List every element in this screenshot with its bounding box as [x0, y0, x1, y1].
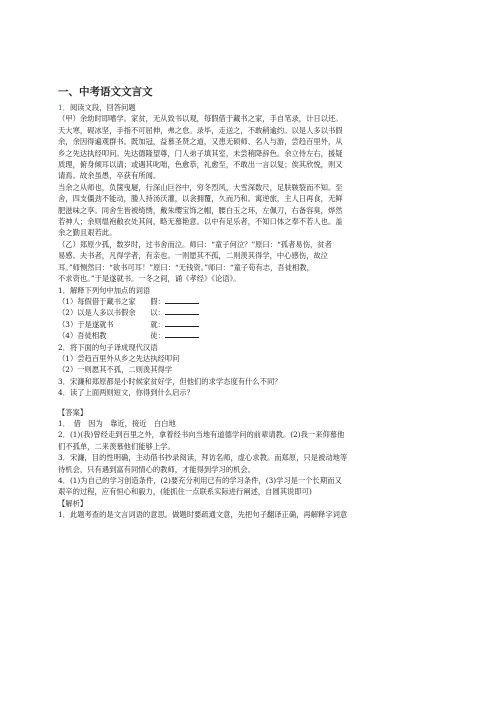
- vocab-sentence: （3）于是遂就书: [58, 319, 114, 329]
- vocab-label: 以：: [150, 308, 165, 318]
- passage-b: [58, 239, 438, 285]
- answer-line: 艰辛的过程，应有恒心和毅力，(能抓住一点联系实际进行阐述，自圆其说即可): [58, 487, 312, 497]
- passage-line: 请焉。故余虽愚，卒获有所闻。: [58, 171, 161, 181]
- answers: [58, 418, 438, 498]
- vocab-item: [58, 330, 438, 341]
- answer-blank[interactable]: [165, 296, 199, 304]
- vocab-item: [58, 296, 438, 307]
- passage-line: 余之勤且艰若此。: [58, 228, 117, 238]
- question-3: 3．宋濂和郑原都是小时候家贫好学，但他们的求学态度有什么不同？: [58, 376, 282, 386]
- vocab-label: 就：: [150, 319, 165, 329]
- translate-item: （1）尝趋百里外从乡之先达执经叩问: [58, 353, 180, 363]
- passage-line: （甲）余幼时即嗜学。家贫，无从致书以观，每假借于藏书之家，手自笔录，计日以还。: [58, 114, 343, 124]
- passage-line: 不求资也。”于是遂就书。一冬之间，诵《孝经》《论语》。: [58, 274, 241, 284]
- vocab-sentence: （2）以是人多以书假余: [58, 308, 136, 318]
- passage-line: 肥滋味之享。同舍生皆被绮绣，戴朱缨宝饰之帽，腰白玉之环，左佩刀，右备容臭，烨然: [58, 205, 343, 215]
- answer-line: 4．(1)为自己的学习创造条件，(2)要充分利用已有的学习条件，(3)学习是一个长期而又: [58, 476, 342, 485]
- passage-line: 余，余因得遍观群书。既加冠，益慕圣贤之道，又患无硕师、名人与游，尝趋百里外，从: [58, 137, 343, 147]
- question-intro-text: 阅读文段，回答问题: [69, 103, 136, 112]
- answer-line: 3．宋濂，目的性明确，主动借书抄录阅读，拜访名师，虚心求教。而郑原，只是被动地等: [58, 453, 348, 463]
- spacer: [58, 399, 438, 407]
- vocab-sentence: （1）每假借于藏书之家: [58, 296, 136, 306]
- passage-line: 乡之先达执经叩问。先达德隆望尊，门人弟子填其室，未尝稍降辞色。余立侍左右，援疑: [58, 148, 343, 158]
- translate-item: （2）一则愿其不孤，二则羡其得学: [58, 365, 173, 375]
- passage-line: 舍，四支僵劲不能动，媵人持汤沃灌，以衾拥覆，久而乃和。寓逆旅，主人日再食，无鲜: [58, 194, 343, 204]
- passage-a: [58, 113, 438, 238]
- vocab-item: [58, 319, 438, 330]
- answer-line: 2．(1)(我)曾经走到百里之外，拿着经书向当地有道德学问的前辈请教。(2)我一来仰慕他: [58, 430, 345, 440]
- answer-line: 待机会，只有遇到富有同情心的教师，才能得到学习的机会。: [58, 464, 256, 474]
- passage-line: （乙）郑原少孤，数岁时，过书舍而泣。师曰：“童子何泣？”原曰：“孤者易伤，贫者: [58, 239, 332, 249]
- vocab-item: [58, 307, 438, 318]
- answer-blank[interactable]: [165, 319, 199, 327]
- passage-line: 易感。夫书者，凡得学者，有亲也。一则愿其不孤，二则羡其得学，中心感伤，故泣: [58, 251, 328, 261]
- question-number: 1．: [58, 103, 70, 112]
- question-intro: [58, 102, 438, 113]
- answer-line: 1． 借 因为 靠近，接近 白白地: [58, 418, 176, 428]
- question-4: 4．读了上面两则短文，你得到什么启示？: [58, 388, 194, 398]
- analysis-line: 1．此题考查的是文言词语的意思。做题时要疏通文意，先把句子翻译正确，再解释字词意: [58, 510, 348, 520]
- question-1-items: [58, 296, 438, 342]
- vocab-sentence: （4）吾徒相教: [58, 331, 107, 341]
- answer-blank[interactable]: [165, 307, 199, 315]
- answer-title: 【答案】: [58, 407, 88, 417]
- vocab-label: 假：: [150, 296, 165, 306]
- passage-line: 若神人；余则缊袍敝衣处其间，略无慕艳意。以中有足乐者，不知口体之奉不若人也。盖: [58, 217, 343, 227]
- passage-line: 当余之从师也，负箧曳屣，行深山巨谷中，穷冬烈风，大雪深数尺，足肤皲裂而不知。至: [58, 182, 343, 192]
- question-1: 1．解释下列句中加点的词语: [58, 285, 151, 295]
- question-2: 2．将下面的句子译成现代汉语: [58, 342, 158, 352]
- analysis-title: 【解析】: [58, 498, 88, 508]
- passage-line: 质理，俯身倾耳以请；或遇其叱咄，色愈恭，礼愈至，不敢出一言以复；俟其欣悦，则又: [58, 160, 343, 170]
- answer-blank[interactable]: [165, 330, 199, 338]
- vocab-label: 徒：: [150, 331, 165, 341]
- section-heading: 一、中考语文文言文: [58, 86, 153, 98]
- passage-line: 天大寒，砚冰坚，手指不可屈伸，弗之怠。录毕，走送之，不敢稍逾约。以是人多以书假: [58, 125, 343, 135]
- passage-line: 耳。”师恻然曰：“欲书可耳！”原曰：“无钱资。”师曰：“童子苟有志，吾徒相教，: [58, 262, 314, 272]
- answer-line: 们不孤单，二来羡慕他们能够上学。: [58, 441, 175, 451]
